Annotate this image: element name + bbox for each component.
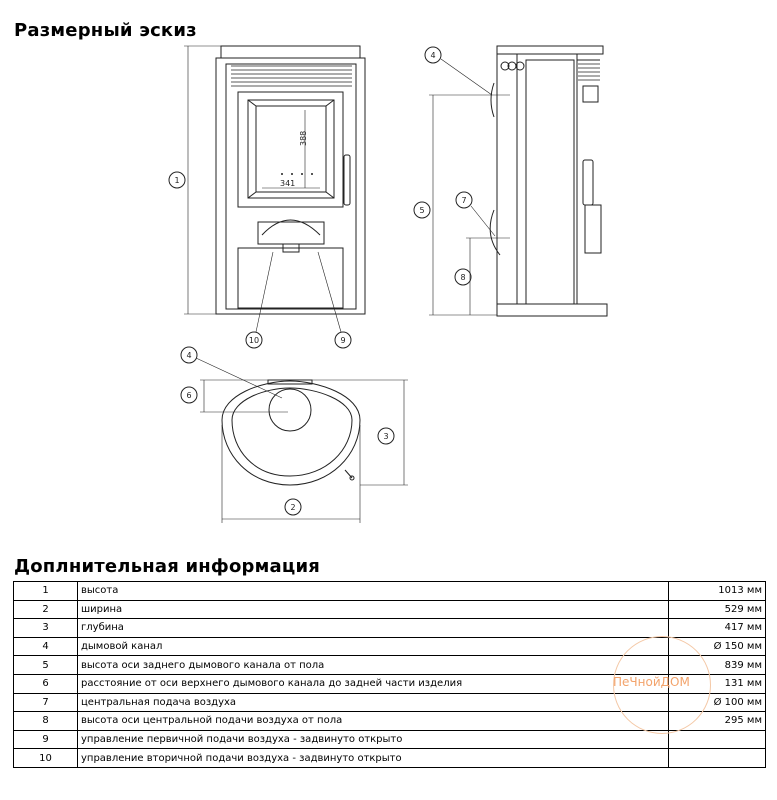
callout-4-top — [181, 347, 197, 363]
spec-number: 7 — [14, 693, 78, 712]
spec-description: глубина — [78, 619, 669, 638]
spec-value — [669, 749, 766, 768]
callout-9 — [335, 332, 351, 348]
spec-number: 9 — [14, 730, 78, 749]
callout-1 — [169, 172, 185, 188]
svg-text:4: 4 — [186, 351, 192, 360]
spec-description: управление первичной подачи воздуха - задвинуто открыто — [78, 730, 669, 749]
spec-value: Ø 100 мм — [669, 693, 766, 712]
callout-8 — [455, 269, 471, 285]
spec-value — [669, 730, 766, 749]
spec-number: 6 — [14, 674, 78, 693]
spec-value: Ø 150 мм — [669, 637, 766, 656]
callout-6 — [181, 387, 197, 403]
spec-number: 10 — [14, 749, 78, 768]
spec-value: 131 мм — [669, 674, 766, 693]
table-row — [14, 619, 766, 638]
spec-value: 417 мм — [669, 619, 766, 638]
callout-5 — [414, 202, 430, 218]
spec-description: расстояние от оси верхнего дымового канала до задней части изделия — [78, 674, 669, 693]
spec-description: центральная подача воздуха — [78, 693, 669, 712]
spec-description: дымовой канал — [78, 637, 669, 656]
front-view — [184, 46, 365, 332]
inner-width-label: 341 — [280, 179, 296, 188]
spec-number: 2 — [14, 600, 78, 619]
callout-2 — [285, 499, 301, 515]
svg-text:4: 4 — [430, 51, 436, 60]
svg-text:8: 8 — [460, 273, 466, 282]
spec-number: 8 — [14, 712, 78, 731]
inner-height-label: 388 — [299, 130, 308, 146]
callout-4-side — [425, 47, 441, 63]
callout-3 — [378, 428, 394, 444]
spec-value: 529 мм — [669, 600, 766, 619]
svg-text:2: 2 — [290, 503, 296, 512]
spec-number: 4 — [14, 637, 78, 656]
table-row — [14, 600, 766, 619]
svg-text:5: 5 — [419, 206, 425, 215]
spec-description: высота — [78, 582, 669, 601]
spec-description: управление вторичной подачи воздуха - задвинуто открыто — [78, 749, 669, 768]
callouts — [169, 47, 472, 515]
callout-7 — [456, 192, 472, 208]
spec-value: 295 мм — [669, 712, 766, 731]
svg-text:7: 7 — [461, 196, 467, 205]
svg-text:3: 3 — [383, 432, 389, 441]
spec-number: 1 — [14, 582, 78, 601]
watermark-text: ПеЧнойДОМ — [613, 675, 690, 689]
spec-description: ширина — [78, 600, 669, 619]
spec-number: 5 — [14, 656, 78, 675]
section-title: Доплнительная информация — [14, 556, 321, 577]
spec-value: 839 мм — [669, 656, 766, 675]
svg-text:10: 10 — [248, 336, 260, 345]
svg-text:9: 9 — [340, 336, 346, 345]
svg-text:1: 1 — [174, 176, 180, 185]
spec-number: 3 — [14, 619, 78, 638]
side-view — [429, 46, 607, 316]
spec-description: высота оси центральной подачи воздуха от пола — [78, 712, 669, 731]
table-row — [14, 582, 766, 601]
callout-10 — [246, 332, 262, 348]
spec-description: высота оси заднего дымового канала от пола — [78, 656, 669, 675]
spec-value: 1013 мм — [669, 582, 766, 601]
top-view — [196, 358, 408, 523]
page-title: Размерный эскиз — [14, 20, 197, 41]
table-row — [14, 749, 766, 768]
svg-text:6: 6 — [186, 391, 192, 400]
